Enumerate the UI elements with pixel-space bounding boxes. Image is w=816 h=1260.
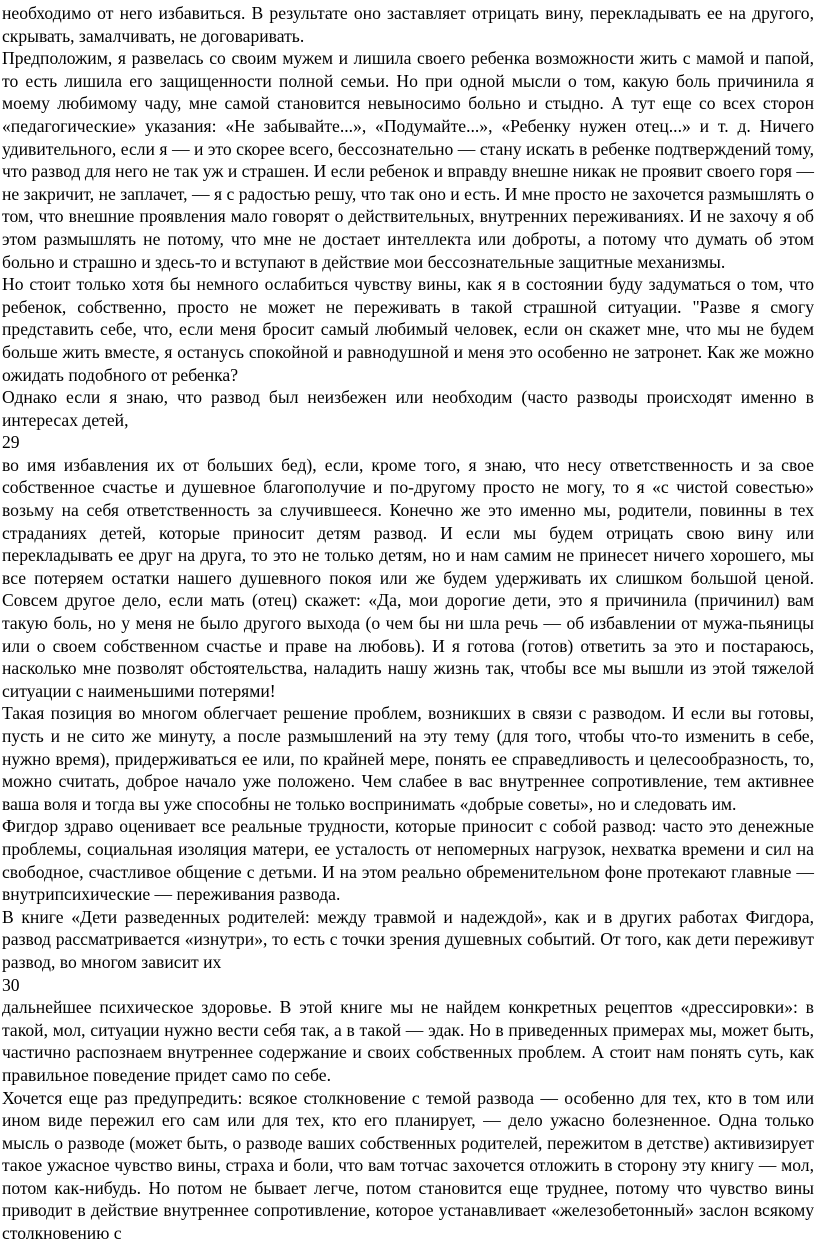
document-page (2, 2, 814, 1245)
paragraph-guilt-weakening: Но стоит только хотя бы немного ослабиться чувству вины, как я в состоянии буду задуматься о том, что ребенок, собственно, просто не может не переживать в такой страшной ситуации. "Разве я смогу представить себе, что, если меня бросит самый любимый человек, если он скажет мне, что мы не будем больше жить вместе, я останусь спокойной и равнодушной и меня это особенно не затронет. Как же можно ожидать подобного от ребенка? (2, 274, 814, 385)
paragraph-divorce-necessary: Однако если я знаю, что развод был неизбежен или необходим (часто разводы происходят именно в интересах детей, (2, 387, 814, 430)
paragraph-divorce-example: Предположим, я развелась со своим мужем и лишила своего ребенка возможности жить с мамой и папой, то есть лишила его защищенности полной семьи. Но при одной мысли о том, какую боль причинила я моему любимому чаду, мне самой становится невыносимо больно и стыдно. А тут еще со всех сторон «педагогические» указания: «Не забывайте...», «Подумайте...», «Ребенку нужен отец...» и т. д. Ничего удивительного, если я — и это скорее всего, бессознательно — стану искать в ребенке подтверждений тому, что развод для него не так уж и страшен. И если ребенок и вправду внешне никак не проявит своего горя — не закричит, не заплачет, — я с радостью решу, что так оно и есть. И мне просто не захочется размышлять о том, что внешние проявления мало говорят о действительных, внутренних переживаниях. И не захочу я об этом размышлять не потому, что мне не достает интеллекта или доброты, а потому что думать об этом больно и страшно и здесь-то и вступают в действие мои бессознательные защитные механизмы. (2, 48, 814, 272)
paragraph-mental-health: дальнейшее психическое здоровье. В этой книге мы не найдем конкретных рецептов «дрессировки»: в такой, мол, ситуации нужно вести себя так, а в такой — эдак. Но в приведенных примерах мы, может быть, частично распознаем внутреннее содержание и своих собственных проблем. А стоит нам понять суть, как правильное поведение придет само по себе. (2, 997, 814, 1085)
page-number: 29 (2, 432, 20, 453)
paragraph-responsibility: во имя избавления их от больших бед), если, кроме того, я знаю, что несу ответственность и за свое собственное счастье и душевное благополучие и по-другому просто не могу, то я «с чистой совестью» возьму на себя ответственность за случившееся. Конечно же это именно мы, родители, повинны в тех страданиях детей, которые приносит детям развод. И если мы будем отрицать свою вину или перекладывать ее друг на друга, то это не только детям, но и нам самим не принесет ничего хорошего, мы все потеряем остатки нашего душевного покоя или же будем удерживать их слишком большой ценой. Совсем другое дело, если мать (отец) скажет: «Да, мои дорогие дети, это я причинила (причинил) вам такую боль, но у меня не было другого выхода (о чем бы ни шла речь — об избавлении от мужа-пьяницы или о своем собственном счастье и праве на любовь). И я готова (готов) ответить за это и постараюсь, насколько мне позволят обстоятельства, наладить нашу жизнь так, чтобы все мы вышли из этой тяжелой ситуации с наименьшими потерями! (2, 454, 814, 701)
paragraph-figdor-difficulties: Фигдор здраво оценивает все реальные трудности, которые приносит с собой развод: часто это денежные проблемы, социальная изоляция матери, ее усталость от непомерных нагрузок, нехватка времени и сил на свободное, счастливое общение с детьми. И на этом реально обременительном фоне протекают главные — внутрипсихические — переживания развода. (2, 816, 814, 905)
paragraph-position: Такая позиция во многом облегчает решение проблем, возникших в связи с разводом. И если вы готовы, пусть и не сито же минуту, а после размышлений на эту тему (для того, чтобы что-то изменить в себе, нужно время), придерживаться ее или, по крайней мере, понять ее справедливость и целесообразность, то, можно считать, доброе начало уже положено. Чем слабее в вас внутреннее сопротивление, тем активнее ваша воля и тогда вы уже способны не только воспринимать «добрые советы», но и следовать им. (2, 703, 814, 814)
paragraph-book-description: В книге «Дети разведенных родителей: между травмой и надеждой», как и в других работах Фигдора, развод рассматривается «изнутри», то есть с точки зрения душевных событий. От того, как дети переживут развод, во многом зависит их (2, 906, 814, 972)
paragraph-continuation: необходимо от него избавиться. В результате оно заставляет отрицать вину, перекладывать ее на другого, скрывать, замалчивать, не договаривать. (2, 3, 814, 46)
page-number: 30 (2, 974, 20, 995)
paragraph-warning: Хочется еще раз предупредить: всякое столкновение с темой развода — особенно для тех, кто в том или ином виде пережил его сам или для тех, кто его планирует, — дело ужасно болезненное. Одна только мысль о разводе (может быть, о разводе ваших собственных родителей, пережитом в детстве) активизирует такое ужасное чувство вины, страха и боли, что вам тотчас захочется отложить в сторону эту книгу — мол, потом как-нибудь. Но потом не бывает легче, потом становится еще труднее, потому что чувство вины приводит в действие внутреннее сопротивление, которое устанавливает «железобетонный» заслон всякому столкновению с (2, 1087, 814, 1244)
